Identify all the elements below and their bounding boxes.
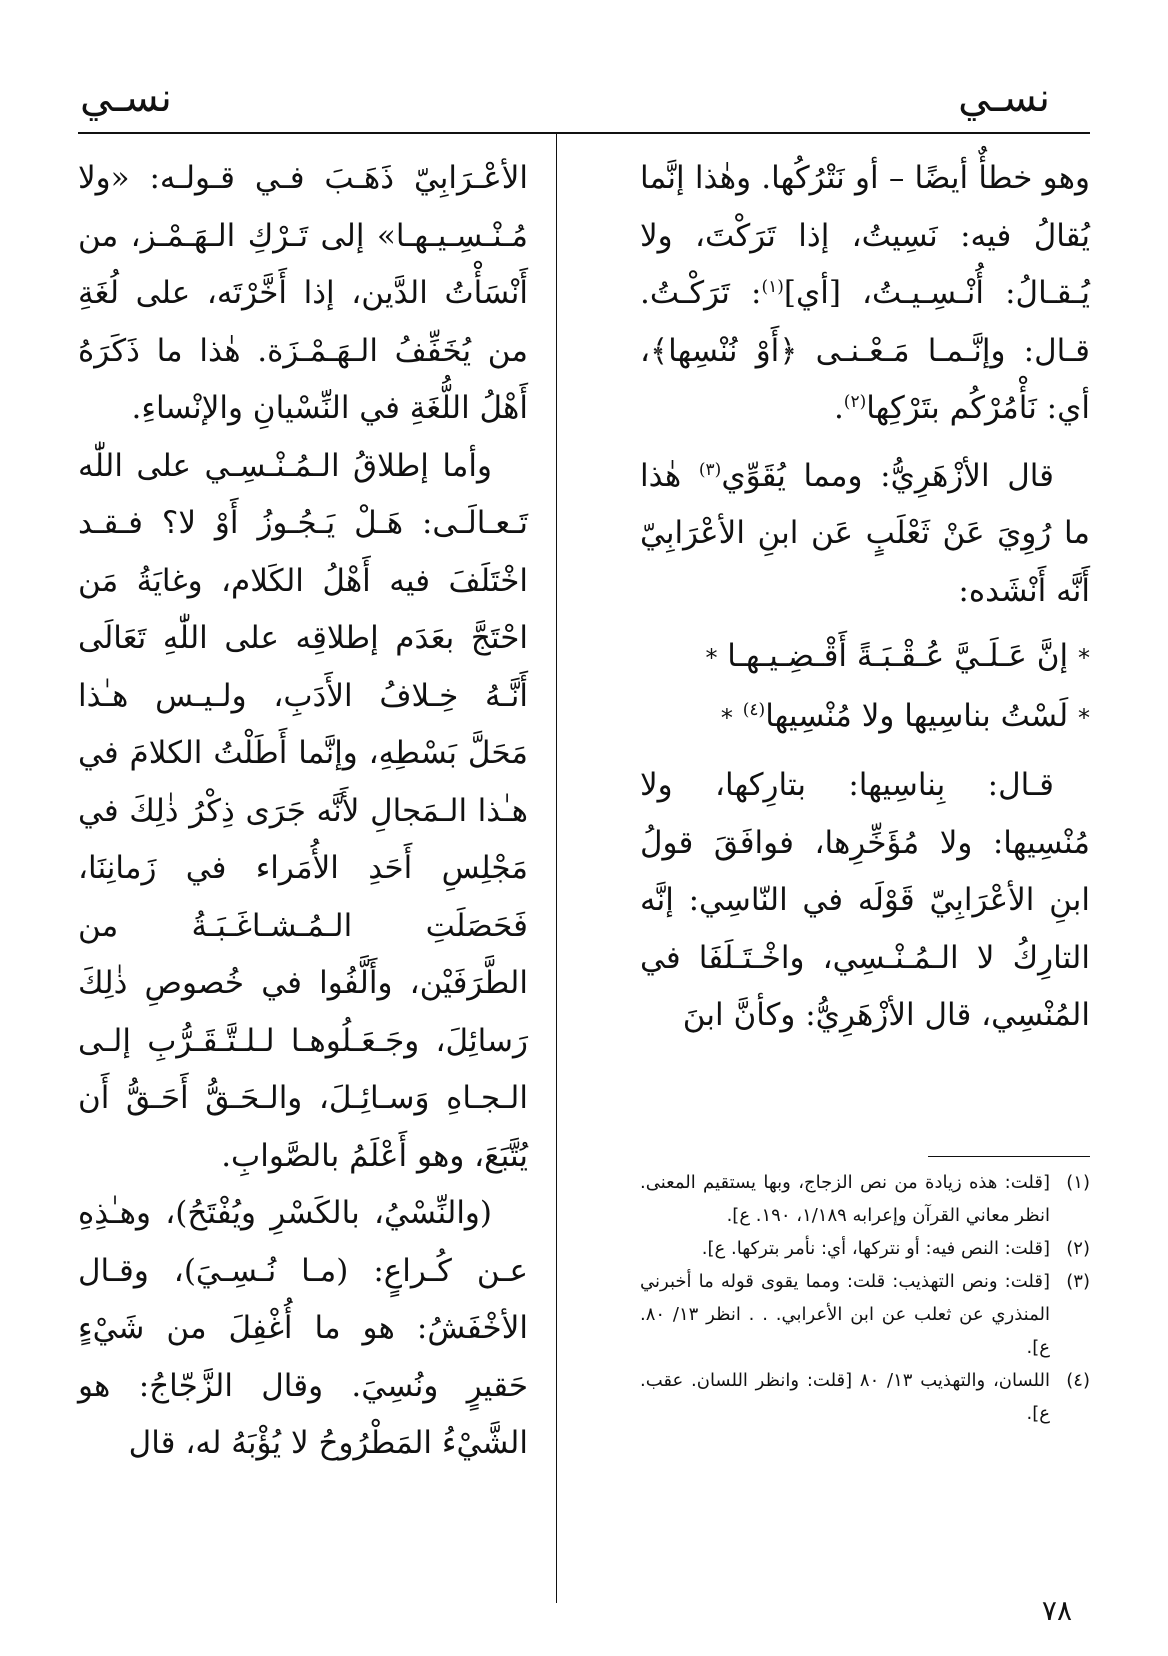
right-p1-text-c: . [833,390,844,426]
footnote-1 [640,1166,1090,1232]
verse-1-text: إنَّ عَـلَـيَّ عُـقْـبَـةً أَقْـضِـيـهـا [727,638,1069,674]
footnote-text: [قلت: النص فيه: أو نتركها، أي: نأمر بتركها. ع]. [701,1238,1050,1259]
footnote-ref-3: (٣) [698,459,722,480]
footnote-rule [928,1156,1090,1157]
footnotes [640,1166,1090,1430]
running-header-left: نسـي [80,75,172,121]
left-column [78,150,528,1473]
verse-line-2 [640,688,1090,748]
footnote-ref-2: (٢) [843,392,867,412]
header-rule [78,132,1090,134]
verse-star: * [1078,703,1090,732]
footnote-ref-1: (١) [761,277,784,297]
footnote-4 [640,1364,1090,1430]
verse-line-1 [640,628,1090,688]
footnote-text: [قلت: ونص التهذيب: قلت: ومما يقوى قوله ما أخبرني المنذري عن ثعلب عن ابن الأعرابي. . . انظر ١٣/ ٨٠. ع]. [640,1271,1050,1358]
column-divider [556,133,557,1603]
right-paragraph-3: قـال: بِناسِيها: بتارِكها، ولا مُنْسِيها: ولا مُؤَخِّرِها، فوافَقَ قولُ ابنِ الأعْرَابِيّ قَوْلَه في النّاسِي: إنَّه التارِكُ لا الـمُـنْـسِي، واخْـتَـلَفَا في المُنْسِي، قال الأزْهَرِيُّ: وكأنَّ ابنَ [640,767,1090,1033]
right-p2-text-b: هٰذا ما رُوِيَ عَنْ ثَعْلَبٍ عَن ابنِ الأعْرَابِيّ أَنَّه أَنْشَده: [640,457,1090,609]
page-number: ٧٨ [1041,1594,1072,1627]
footnote-ref-4: (٤) [742,699,766,720]
right-paragraph-1 [640,150,1090,438]
footnote-number: (٣) [1066,1271,1090,1292]
verse-star: * [720,703,733,732]
footnote-text: [قلت: هذه زيادة من نص الزجاج، وبها يستقيم المعنى. انظر معاني القرآن وإعرابه ١/١٨٩، ١٩٠. ع]. [640,1172,1050,1226]
left-paragraph-3: (والنِّسْيُ، بالكَسْرِ ويُفْتَحُ)، وهـٰذِهِ عـن كُـراعٍ: (مـا نُـسِـيَ)، وقـال الأخْفَشُ: هو ما أُغْفِلَ من شَيْءٍ حَقيرٍ ونُسِيَ. وقال الزَّجّاجُ: هو الشَّيْءُ المَطْرُوحُ لا يُؤْبَهُ له، قال [78,1195,528,1461]
running-header-right: نسـي [958,75,1050,121]
verse-star: * [705,644,718,672]
footnote-text: اللسان، والتهذيب ١٣/ ٨٠ [قلت: وانظر اللسان. عقب. ع]. [640,1370,1051,1424]
left-paragraph-2: وأما إطلاقُ الـمُـنْـسِـي على اللّٰه تَـعـالَـى: هَـلْ يَـجُـوزُ أَوْ لا؟ فـقـد اخْتَلَفَ فيه أَهْلُ الكَلام، وغايَةُ مَن احْتَجَّ بعَدَم إطلاقِه على اللّٰهِ تَعَالَى أَنَّـهُ خِـلافُ الأَدَبِ، ولـيـس هـٰذا مَحَلَّ بَسْطِهِ، وإنَّما أَطَلْتُ الكلامَ في هـٰذا الـمَجالِ لأَنَّه جَرَى ذِكْرُ ذٰلِكَ في مَجْلِسِ أَحَدِ الأُمَراء في زَمانِنَا، فَحَصَلَتِ الـمُـشـاغَـبَـةُ من الطَّرَفَيْن، وأَلَّفُوا في خُصوصِ ذٰلِكَ رَسائِلَ، وجَـعَـلُوهـا لـلـتَّـقَـرُّبِ إلـى الـجـاهِ وَسـائِـلَ، والـحَـقُّ أَحَـقُّ أَن يُتَّبَعَ، وهو أَعْلَمُ بالصَّوابِ. [78,447,528,1174]
footnote-number: (٤) [1066,1370,1090,1391]
left-paragraph-1: الأعْـرَابِيّ ذَهَـبَ فـي قـولـه: «ولا مُـنْـسِـيـهـا» إلى تَـرْكِ الـهَـمْـز، من أَنْسَأْتُ الدَّين، إذا أَخَّرْتَه، على لُغَةِ من يُخَفِّفُ الـهَـمْـزَة. هٰذا ما ذَكَرَهُ أَهْلُ اللُّغَةِ في النِّسْيانِ والإنْساءِ. [78,160,528,426]
footnote-2 [640,1232,1090,1265]
verse-star: * [1078,644,1090,672]
verse-2-text: لَسْتُ بناسِيها ولا مُنْسِيها [765,697,1069,734]
right-paragraph-2 [640,448,1090,621]
right-p2-text-a: قال الأزْهَرِيُّ: ومما يُقَوِّي [721,457,1054,494]
footnote-number: (١) [1066,1172,1090,1193]
footnote-number: (٢) [1066,1238,1090,1259]
footnote-3 [640,1265,1090,1364]
right-p1-text: وهو خطأٌ أيضًا – أو نَتْرُكُها. وهٰذا إنَّما يُقالُ فيه: نَسِيتُ، إذا تَرَكْتَ، ولا يُـقـالُ: أُنْـسِـيـتُ، [أي] [640,160,1090,311]
right-p1-text-b: : تَرَكْـتُ. قـال: وإنَّـمـا مَـعْـنـى ﴿أَوْ نُنْسِها﴾، أي: نَأْمُرْكُم بتَرْكِها [640,275,1090,426]
right-column [640,150,1090,1045]
